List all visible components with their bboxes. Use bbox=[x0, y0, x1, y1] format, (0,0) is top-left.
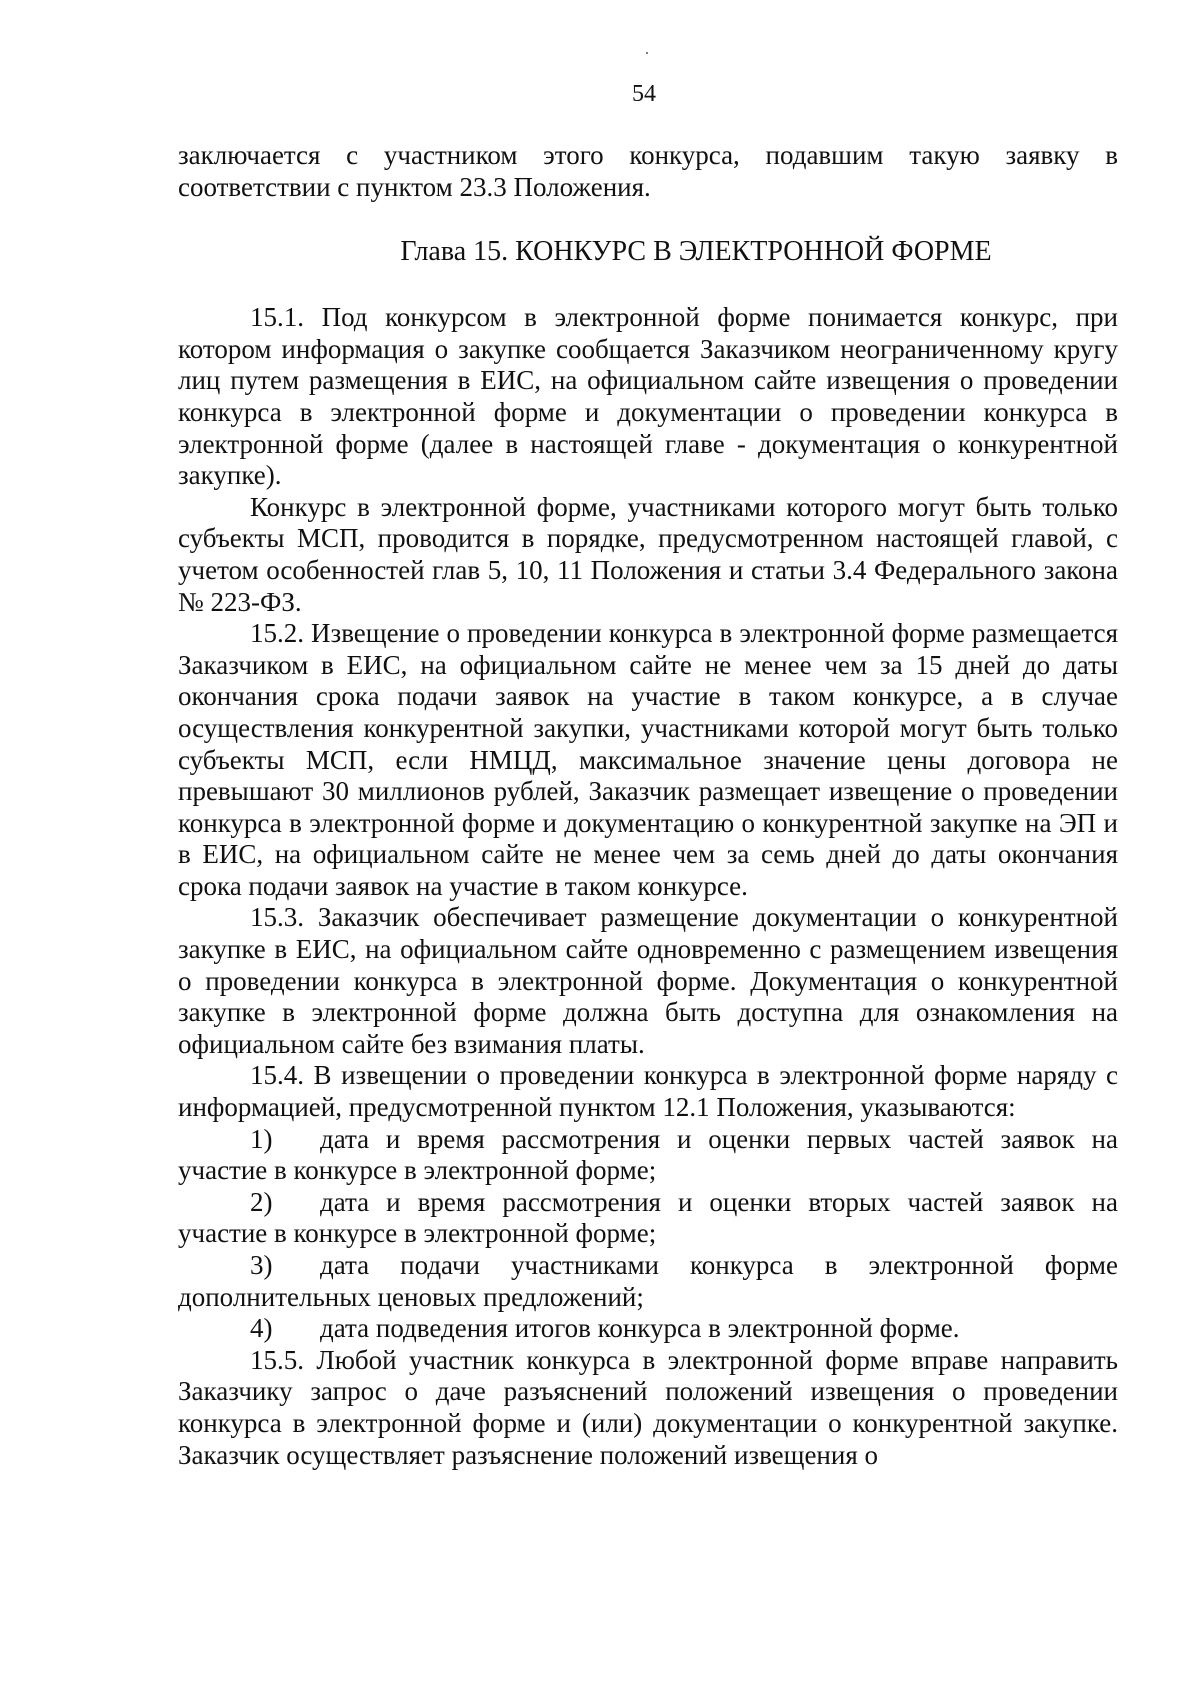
list-item-number: 4) bbox=[250, 1313, 273, 1344]
paragraph-15-2: 15.2. Извещение о проведении конкурса в электронной форме размещается Заказчиком в ЕИС, на официальном сайте не менее чем за 15 дней до даты окончания срока подачи заявок на участие в таком конкурсе, а в случае осуществления конкурентной закупки, участниками которой могут быть только субъекты МСП, если НМЦД, максимальное значение цены договора не превышают 30 миллионов рублей, Заказчик размещает извещение о проведении конкурса в электронной форме и документацию о конкурентной закупке на ЭП и в ЕИС, на официальном сайте не менее чем за семь дней до даты окончания срока подачи заявок на участие в таком конкурсе. bbox=[178, 618, 1118, 901]
list-item-text: дата и время рассмотрения и оценки вторых частей заявок на участие в конкурсе в электронной форме; bbox=[178, 1186, 1118, 1249]
list-item-number: 1) bbox=[250, 1123, 273, 1154]
paragraph-15-5: 15.5. Любой участник конкурса в электронной форме вправе направить Заказчику запрос о даче разъяснений положений извещения о проведении конкурса в электронной форме и (или) документации о конкурентной закупке. Заказчик осуществляет разъяснение положений извещения о bbox=[178, 1344, 1118, 1470]
list-item bbox=[178, 1250, 1118, 1313]
list-item-text: дата и время рассмотрения и оценки первых частей заявок на участие в конкурсе в электронной форме; bbox=[178, 1123, 1118, 1186]
list-item bbox=[178, 1124, 1118, 1187]
chapter-title: Глава 15. КОНКУРС В ЭЛЕКТРОННОЙ ФОРМЕ bbox=[400, 236, 992, 268]
list-item bbox=[178, 1187, 1118, 1250]
document-body bbox=[178, 140, 1118, 1471]
paragraph-15-1: 15.1. Под конкурсом в электронной форме понимается конкурс, при котором информация о закупке сообщается Заказчиком неограниченному кругу лиц путем размещения в ЕИС, на официальном сайте извещения о проведении конкурса в электронной форме и документации о проведении конкурса в электронной форме (далее в настоящей главе - документация о конкурентной закупке). bbox=[178, 302, 1118, 491]
paragraph-15-3: 15.3. Заказчик обеспечивает размещение документации о конкурентной закупке в ЕИС, на официальном сайте одновременно с размещением извещения о проведении конкурса в электронной форме. Документация о конкурентной закупке в электронной форме должна быть доступна для ознакомления на официальном сайте без взимания платы. bbox=[178, 902, 1118, 1059]
intro-paragraph: заключается с участником этого конкурса, подавшим такую заявку в соответствии с пунктом 23.3 Положения. bbox=[178, 140, 1118, 202]
list-item-number: 3) bbox=[250, 1250, 273, 1280]
list-item bbox=[178, 1313, 1118, 1345]
page-number: 54 bbox=[632, 81, 656, 107]
list-item-number: 2) bbox=[250, 1186, 273, 1217]
paragraph-15-4: 15.4. В извещении о проведении конкурса в электронной форме наряду с информацией, предусмотренной пунктом 12.1 Положения, указываются: bbox=[178, 1060, 1118, 1123]
list-item-text: дата подведения итогов конкурса в электронной форме. bbox=[320, 1313, 960, 1344]
paragraph-15-1-continued: Конкурс в электронной форме, участниками которого могут быть только субъекты МСП, проводится в порядке, предусмотренном настоящей главой, с учетом особенностей глав 5, 10, 11 Положения и статьи 3.4 Федерального закона № 223-ФЗ. bbox=[178, 491, 1118, 617]
scan-artifact-dot bbox=[646, 52, 648, 54]
list-item-text: дата подачи участниками конкурса в электронной форме дополнительных ценовых предложений; bbox=[178, 1250, 1118, 1312]
